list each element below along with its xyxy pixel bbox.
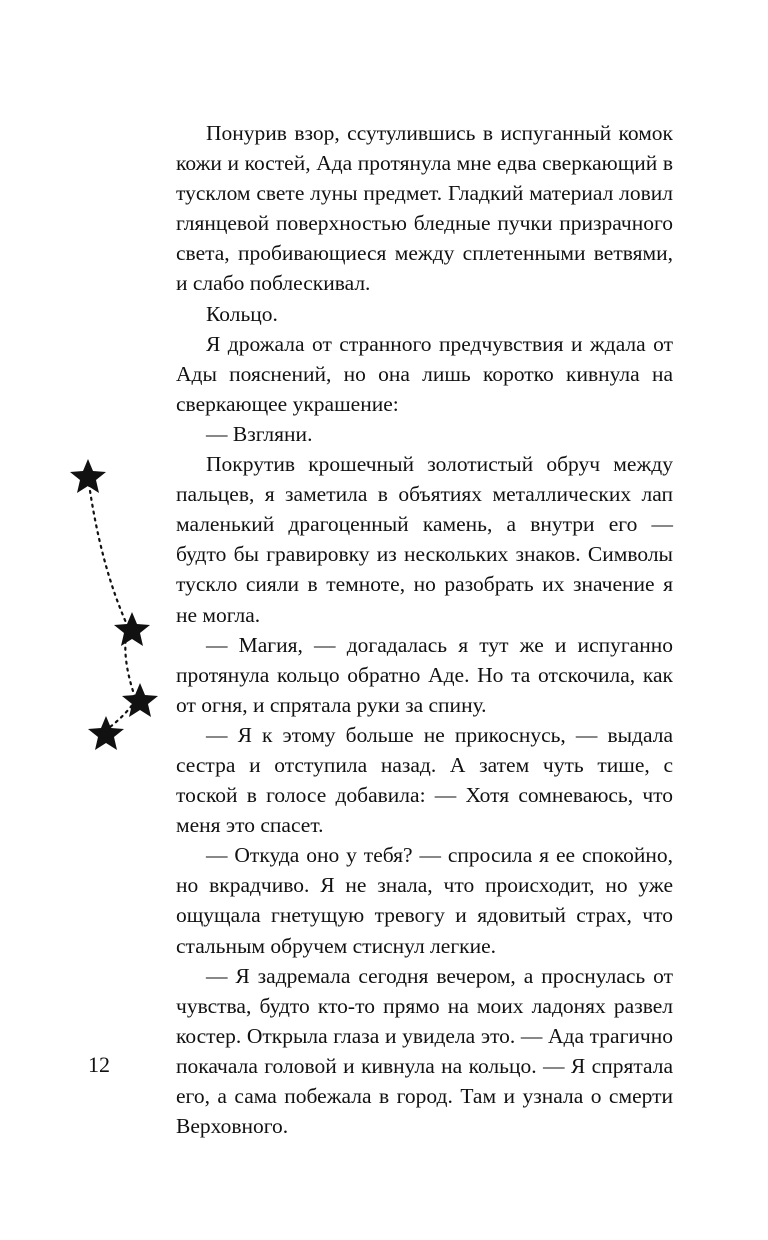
paragraph: — Я к этому больше не прикоснусь, — выдала сестра и отступила назад. А затем чуть тише, с тоской в голосе добавила: — Хотя сомневаюсь, что меня это спасет. — [176, 722, 673, 838]
constellation-line — [88, 477, 128, 627]
paragraph: Я дрожала от странного предчувствия и ждала от Ады пояснений, но она лишь коротко кивнула на сверкающее украшение: — [176, 331, 673, 416]
paragraph: — Я задремала сегодня вечером, а проснулась от чувства, будто кто-то прямо на моих ладонях развел костер. Открыла глаза и увидела это. — Ада трагично покачала головой и кивнула на кольцо. — Я спрятала его, а сама побежала в город. Там и узнала о смерти Верховного. — [176, 963, 673, 1139]
star-icon — [70, 459, 106, 493]
star-constellation-icon — [60, 455, 170, 765]
body-text — [176, 118, 673, 1141]
paragraph: — Откуда оно у тебя? — спросила я ее спокойно, но вкрадчиво. Я не знала, что происходит, но уже ощущала гнетущую тревогу и ядовитый страх, что стальным обручем стиснул легкие. — [176, 843, 673, 958]
star-icon — [114, 612, 150, 646]
paragraph: — Взгляни. — [206, 421, 313, 446]
paragraph: Кольцо. — [206, 301, 278, 326]
star-icon — [88, 716, 124, 750]
paragraph: Понурив взор, ссутулившись в испуганный комок кожи и костей, Ада протянула мне едва сверкающий в тусклом свете луны предмет. Гладкий материал ловил глянцевой поверхностью бледные пучки призрачного света, пробивающиеся между сплетенными ветвями, и слабо поблескивал. — [176, 121, 673, 296]
paragraph: Покрутив крошечный золотистый обруч между пальцев, я заметила в объятиях металлических лап маленький драгоценный камень, а внутри его — будто бы гравировку из нескольких знаков. Символы тускло сияли в темноте, но разобрать их значение я не могла. — [176, 452, 673, 627]
paragraph: — Магия, — догадалась я тут же и испуганно протянула кольцо обратно Аде. Но та отскочила, как от огня, и спрятала руки за спину. — [176, 632, 673, 717]
page-number: 12 — [88, 1052, 110, 1077]
